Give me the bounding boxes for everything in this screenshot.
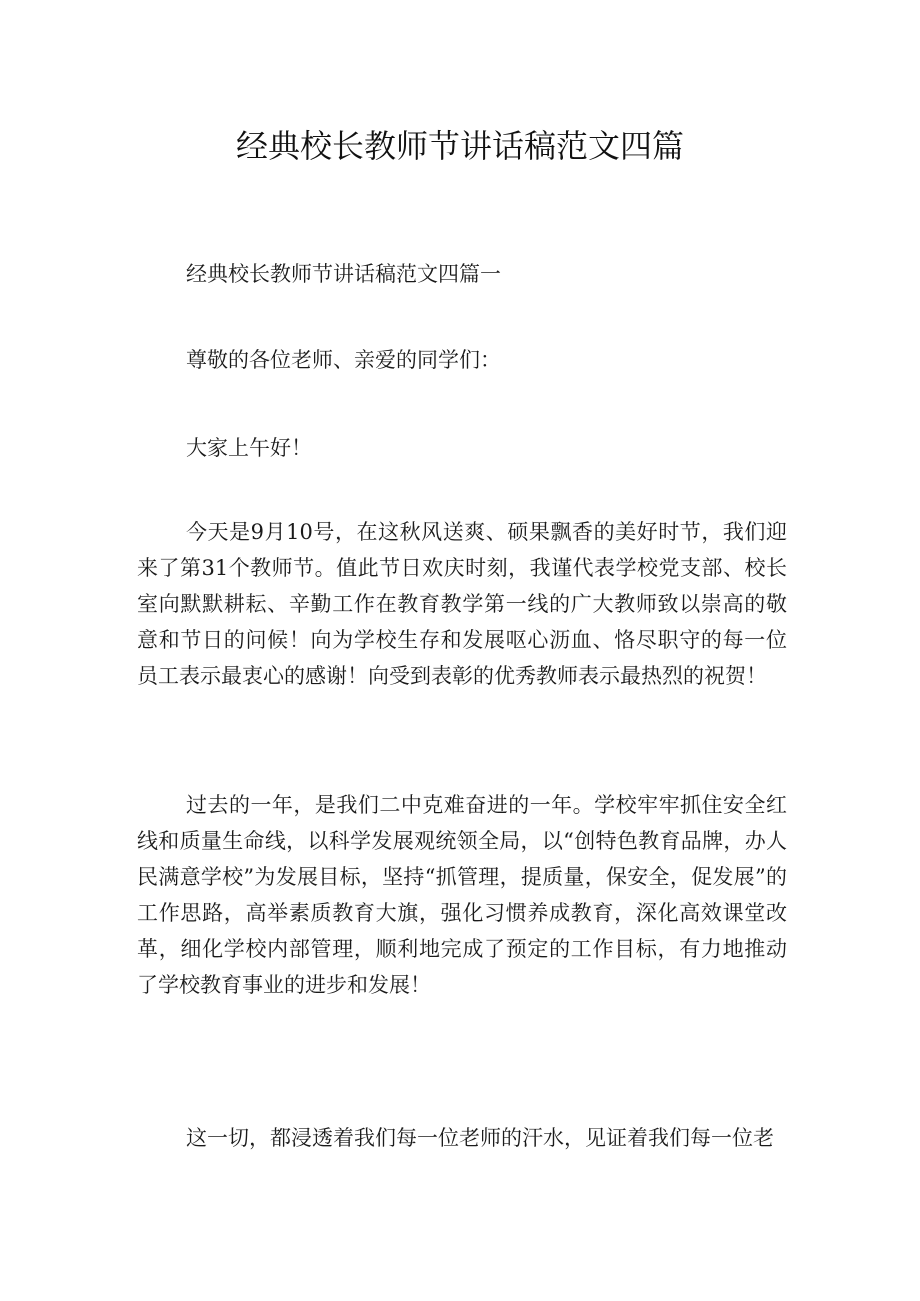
body-paragraph: 这一切，都浸透着我们每一位老师的汗水，见证着我们每一位老 (186, 1126, 774, 1150)
salutation-paragraph: 大家上午好！ (186, 436, 312, 460)
section-heading: 经典校长教师节讲话稿范文四篇一 (186, 262, 501, 286)
body-paragraph: 过去的一年，是我们二中克难奋进的一年。学校牢牢抓住安全红线和质量生命线，以科学发展观统领全局，以“创特色教育品牌，办人民满意学校”为发展目标，坚持“抓管理，提质量，保安全，促发展”的工作思路，高举素质教育大旗，强化习惯养成教育，深化高效课堂改革，细化学校内部管理，顺利地完成了预定的工作目标，有力地推动了学校教育事业的进步和发展！ (137, 793, 787, 997)
greeting-paragraph: 尊敬的各位老师、亲爱的同学们： (186, 348, 501, 372)
document-title: 经典校长教师节讲话稿范文四篇 (235, 127, 684, 165)
body-paragraph: 今天是9月10号，在这秋风送爽、硕果飘香的美好时节，我们迎来了第31个教师节。值此节日欢庆时刻，我谨代表学校党支部、校长室向默默耕耘、辛勤工作在教育教学第一线的广大教师致以崇高的敬意和节日的问候！向为学校生存和发展呕心沥血、恪尽职守的每一位员工表示最衷心的感谢！向受到表彰的优秀教师表示最热烈的祝贺！ (137, 520, 787, 688)
